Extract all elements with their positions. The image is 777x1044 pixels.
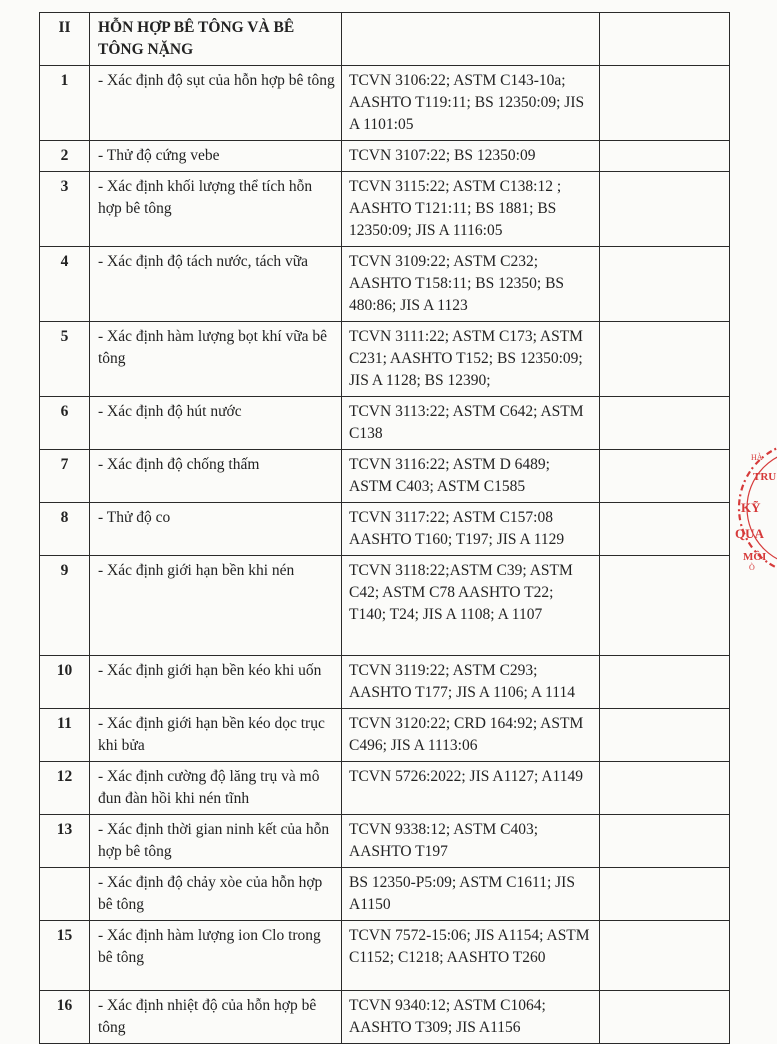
row-number: 3 xyxy=(40,172,90,247)
empty-cell xyxy=(600,868,730,921)
red-seal-stamp xyxy=(735,438,777,578)
svg-text:TRU: TRU xyxy=(753,471,777,483)
table-row xyxy=(40,709,730,762)
test-description: - Xác định cường độ lăng trụ và mô đun đàn hồi khi nén tĩnh xyxy=(90,762,342,815)
empty-cell xyxy=(600,141,730,172)
row-number: 1 xyxy=(40,66,90,141)
test-standards: TCVN 3117:22; ASTM C157:08 AASHTO T160; T197; JIS A 1129 xyxy=(342,503,600,556)
test-standards: TCVN 3120:22; CRD 164:92; ASTM C496; JIS A 1113:06 xyxy=(342,709,600,762)
table-row xyxy=(40,815,730,868)
row-number: 4 xyxy=(40,247,90,322)
table-row xyxy=(40,450,730,503)
test-description: - Xác định giới hạn bền kéo dọc trục khi bửa xyxy=(90,709,342,762)
table-row xyxy=(40,921,730,991)
empty-cell xyxy=(600,991,730,1044)
table-row xyxy=(40,656,730,709)
test-standards: TCVN 3115:22; ASTM C138:12 ; AASHTO T121:11; BS 1881; BS 12350:09; JIS A 1116:05 xyxy=(342,172,600,247)
section-title: HỖN HỢP BÊ TÔNG VÀ BÊ TÔNG NẶNG xyxy=(90,13,342,66)
section-header-row xyxy=(40,13,730,66)
empty-cell xyxy=(600,247,730,322)
row-number: 11 xyxy=(40,709,90,762)
test-standards: TCVN 9340:12; ASTM C1064; AASHTO T309; JIS A1156 xyxy=(342,991,600,1044)
header-empty-cell xyxy=(342,13,600,66)
test-description: - Xác định độ chảy xòe của hỗn hợp bê tông xyxy=(90,868,342,921)
empty-cell xyxy=(600,172,730,247)
test-description: - Xác định độ tách nước, tách vữa xyxy=(90,247,342,322)
test-description: - Xác định hàm lượng bọt khí vữa bê tông xyxy=(90,322,342,397)
empty-cell xyxy=(600,556,730,656)
test-description: - Thử độ co xyxy=(90,503,342,556)
test-standards: TCVN 7572-15:06; JIS A1154; ASTM C1152; C1218; AASHTO T260 xyxy=(342,921,600,991)
row-number: 8 xyxy=(40,503,90,556)
row-number: 16 xyxy=(40,991,90,1044)
table-row xyxy=(40,322,730,397)
empty-cell xyxy=(600,66,730,141)
table-row xyxy=(40,397,730,450)
empty-cell xyxy=(600,397,730,450)
test-standards: TCVN 3106:22; ASTM C143-10a; AASHTO T119:11; BS 12350:09; JIS A 1101:05 xyxy=(342,66,600,141)
table-row xyxy=(40,868,730,921)
test-description: - Xác định độ hút nước xyxy=(90,397,342,450)
row-number: 12 xyxy=(40,762,90,815)
test-description: - Xác định giới hạn bền khi nén xyxy=(90,556,342,656)
row-number xyxy=(40,868,90,921)
test-description: - Xác định nhiệt độ của hỗn hợp bê tông xyxy=(90,991,342,1044)
empty-cell xyxy=(600,503,730,556)
table-row xyxy=(40,172,730,247)
table-row xyxy=(40,66,730,141)
row-number: 15 xyxy=(40,921,90,991)
test-standards: TCVN 3111:22; ASTM C173; ASTM C231; AASHTO T152; BS 12350:09; JIS A 1128; BS 12390; xyxy=(342,322,600,397)
svg-text:MÔI: MÔI xyxy=(743,551,767,563)
test-standards: TCVN 9338:12; ASTM C403; AASHTO T197 xyxy=(342,815,600,868)
svg-text:Ò: Ò xyxy=(749,563,755,572)
empty-cell xyxy=(600,709,730,762)
svg-text:KỸ: KỸ xyxy=(741,500,761,515)
svg-text:HÀ: HÀ xyxy=(751,453,763,462)
table-row xyxy=(40,991,730,1044)
test-description: - Xác định hàm lượng ion Clo trong bê tông xyxy=(90,921,342,991)
row-number: 9 xyxy=(40,556,90,656)
test-description: - Xác định giới hạn bền kéo khi uốn xyxy=(90,656,342,709)
section-number: II xyxy=(40,13,90,66)
test-standards: TCVN 3116:22; ASTM D 6489; ASTM C403; ASTM C1585 xyxy=(342,450,600,503)
empty-cell xyxy=(600,815,730,868)
test-description: - Xác định khối lượng thể tích hỗn hợp bê tông xyxy=(90,172,342,247)
test-description: - Xác định độ sụt của hỗn hợp bê tông xyxy=(90,66,342,141)
empty-cell xyxy=(600,656,730,709)
test-standards: TCVN 3113:22; ASTM C642; ASTM C138 xyxy=(342,397,600,450)
table-row xyxy=(40,141,730,172)
empty-cell xyxy=(600,921,730,991)
row-number: 2 xyxy=(40,141,90,172)
table-row xyxy=(40,556,730,656)
standards-table xyxy=(39,12,730,1044)
empty-cell xyxy=(600,450,730,503)
table-row xyxy=(40,762,730,815)
test-description: - Xác định thời gian ninh kết của hỗn hợp bê tông xyxy=(90,815,342,868)
test-standards: TCVN 3107:22; BS 12350:09 xyxy=(342,141,600,172)
test-standards: TCVN 3109:22; ASTM C232; AASHTO T158:11; BS 12350; BS 480:86; JIS A 1123 xyxy=(342,247,600,322)
row-number: 10 xyxy=(40,656,90,709)
test-standards: TCVN 5726:2022; JIS A1127; A1149 xyxy=(342,762,600,815)
table-row xyxy=(40,503,730,556)
empty-cell xyxy=(600,762,730,815)
test-standards: TCVN 3118:22;ASTM C39; ASTM C42; ASTM C78 AASHTO T22; T140; T24; JIS A 1108; A 1107 xyxy=(342,556,600,656)
row-number: 5 xyxy=(40,322,90,397)
test-description: - Thử độ cứng vebe xyxy=(90,141,342,172)
row-number: 7 xyxy=(40,450,90,503)
row-number: 6 xyxy=(40,397,90,450)
svg-text:QUA: QUA xyxy=(735,526,764,541)
table-row xyxy=(40,247,730,322)
header-empty-cell xyxy=(600,13,730,66)
test-standards: TCVN 3119:22; ASTM C293; AASHTO T177; JIS A 1106; A 1114 xyxy=(342,656,600,709)
empty-cell xyxy=(600,322,730,397)
test-standards: BS 12350-P5:09; ASTM C1611; JIS A1150 xyxy=(342,868,600,921)
row-number: 13 xyxy=(40,815,90,868)
test-description: - Xác định độ chống thấm xyxy=(90,450,342,503)
